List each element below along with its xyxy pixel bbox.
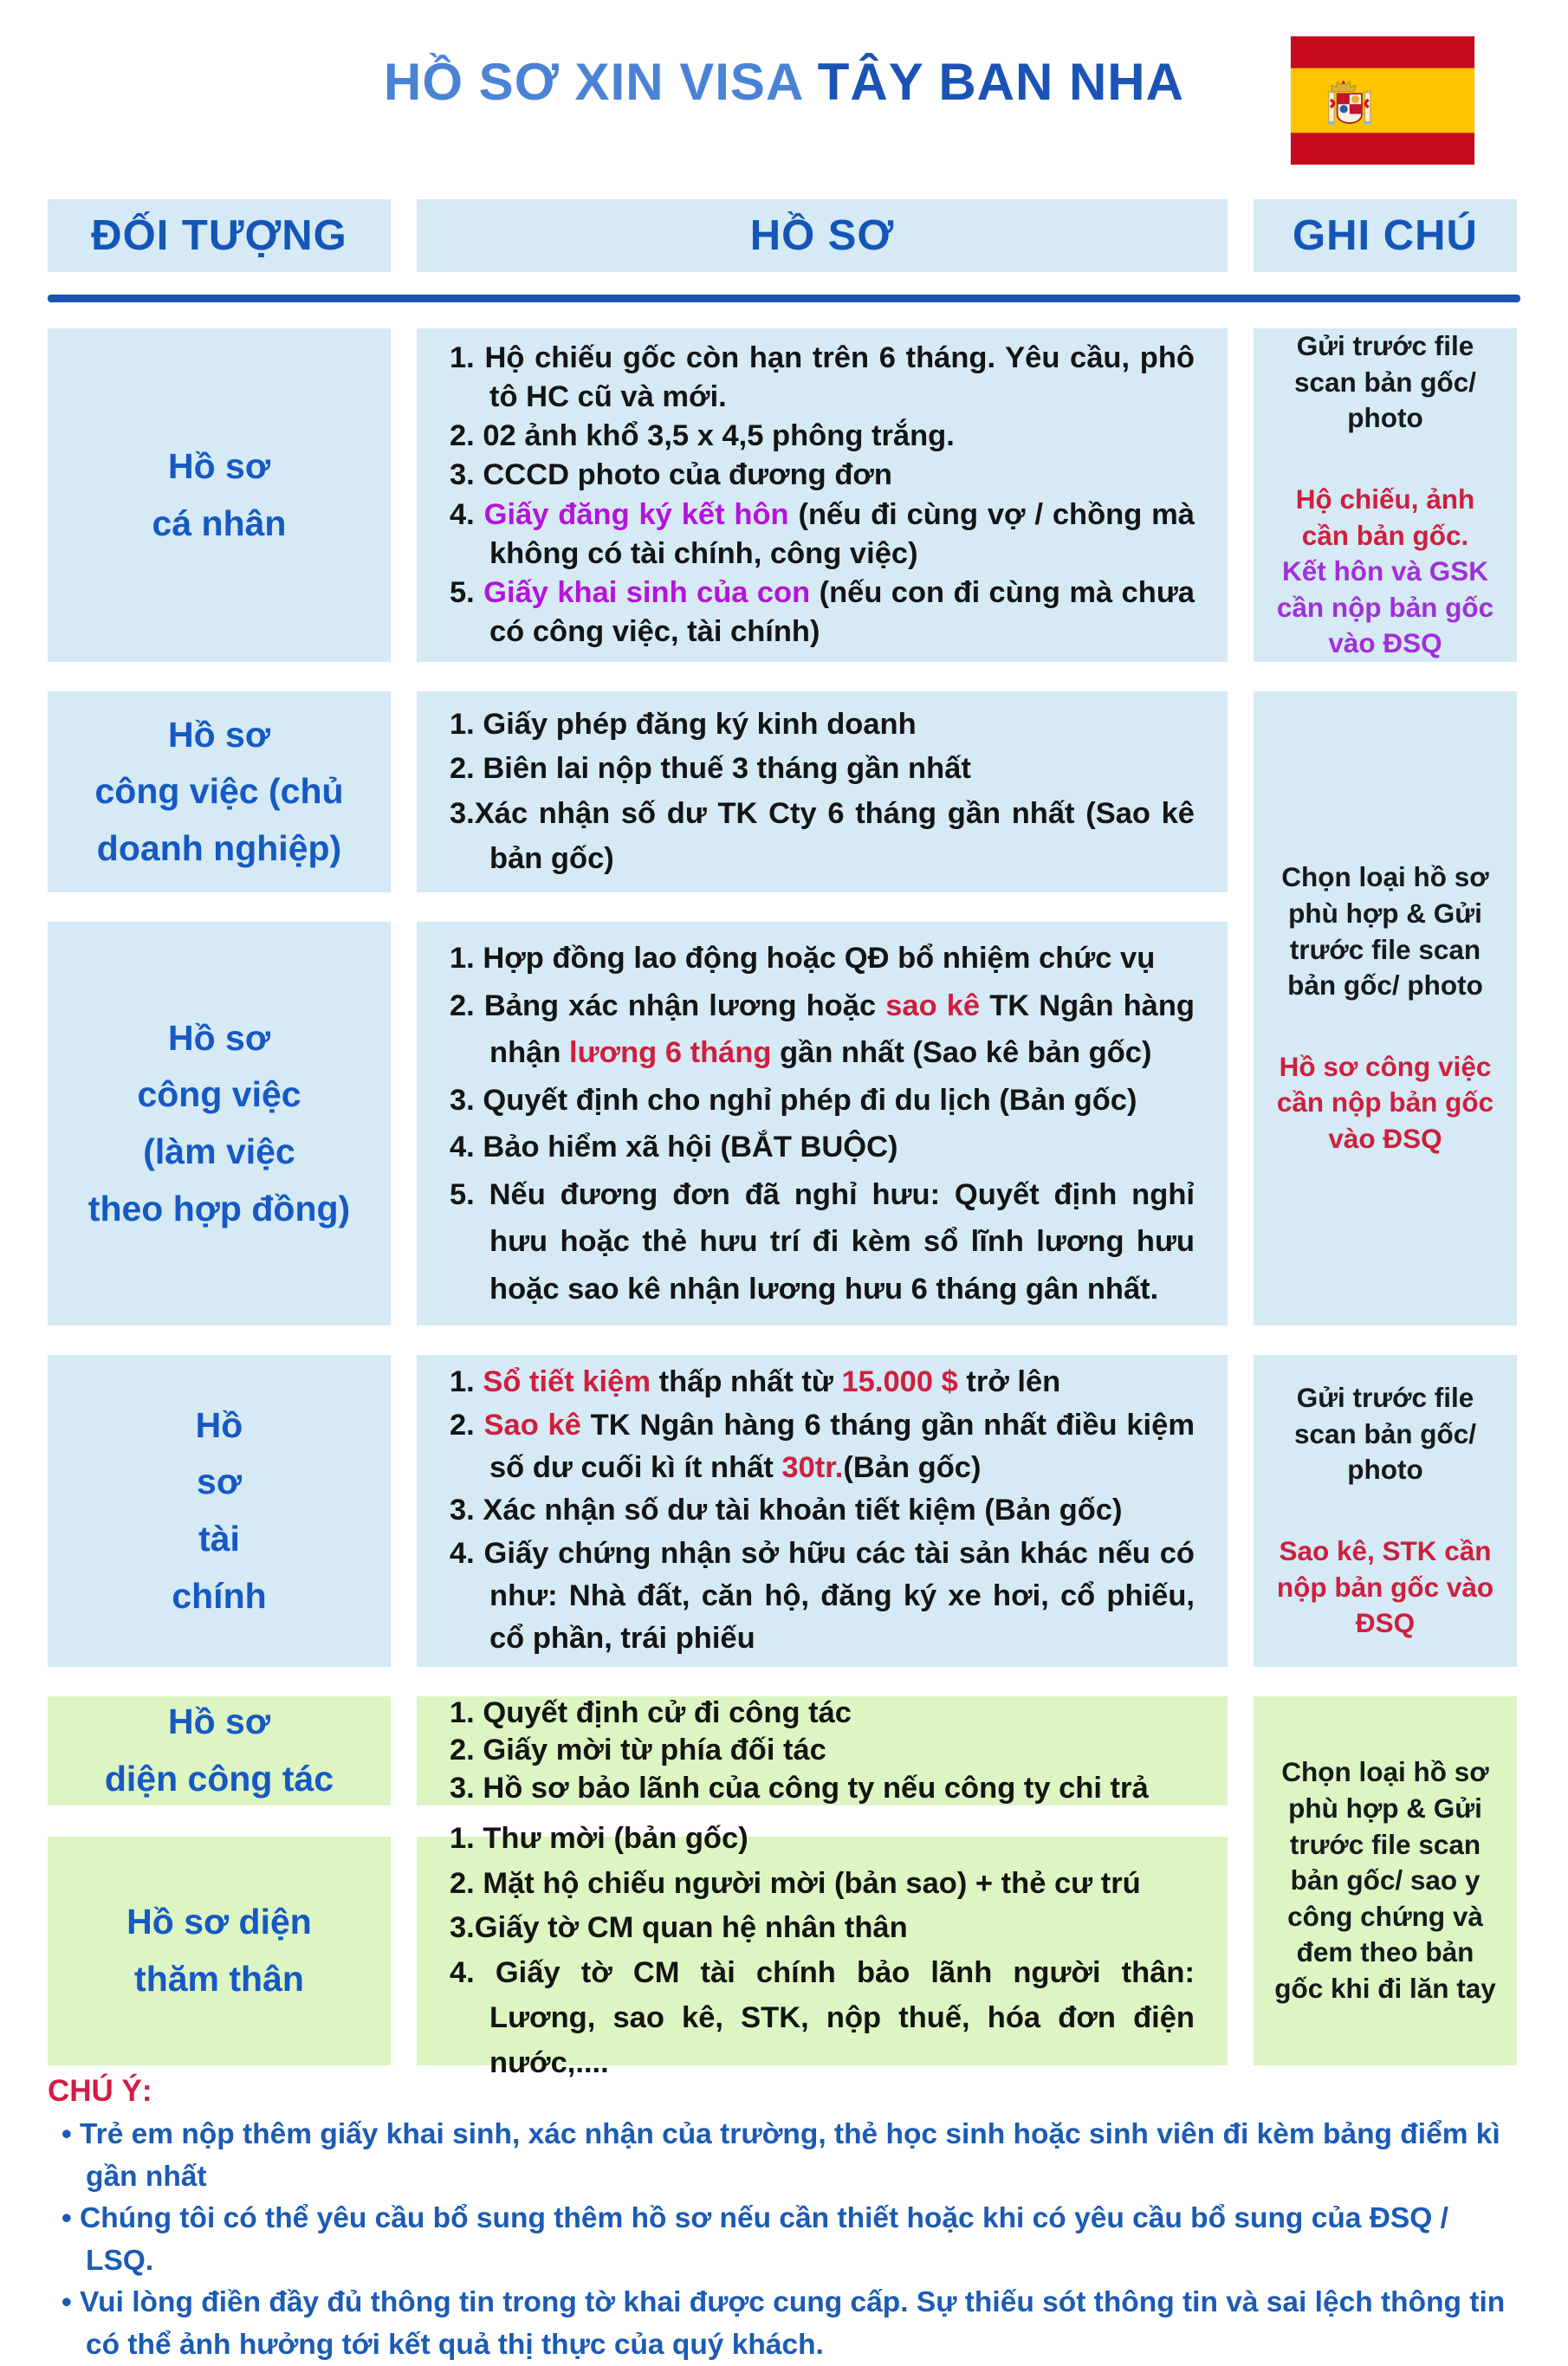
item-text-segment: lương 6 tháng	[569, 1036, 772, 1069]
item-text-segment: TK Ngân hàng nhận	[489, 989, 1195, 1069]
item-text-segment: 1. Hộ chiếu gốc còn hạn trên 6 tháng. Yêu cầu, phô tô HC cũ và mới.	[450, 340, 1195, 413]
row-label-line: cá nhân	[152, 502, 287, 543]
item-text-segment: 3. Hồ sơ bảo lãnh của công ty nếu công ty chi trả	[450, 1771, 1149, 1805]
footer-notes	[0, 2065, 1568, 2366]
item-text-segment: Giấy khai sinh của con	[483, 575, 820, 609]
footer-bullet: • Vui lòng điền đầy đủ thông tin trong tờ khai được cung cấp. Sự thiếu sót thông tin và sai lệch thông tin có thể ảnh hưởng tới kết quả thị thực của quý khách.	[48, 2282, 1520, 2366]
item-text-segment: thấp nhất từ	[651, 1365, 842, 1399]
item-text-segment: 1.	[450, 1365, 483, 1399]
document-item	[450, 496, 1195, 574]
item-text-segment: (Bản gốc)	[843, 1451, 982, 1485]
row-label-line: Hồ sơ	[168, 445, 270, 486]
document-item	[450, 1817, 1195, 1862]
note-paragraph: Chọn loại hồ sơ phù hợp & Gửi trước file scan bản gốc/ sao y công chứng và đem theo bản gốc khi đi lăn tay	[1274, 1756, 1496, 2004]
document-item	[450, 1361, 1195, 1403]
document-item	[450, 1770, 1195, 1807]
row-label-cong-tac	[48, 1696, 391, 1805]
note-paragraph: Hộ chiếu, ảnh cần bản gốc.	[1295, 483, 1475, 551]
row-label-ca-nhan	[48, 328, 391, 662]
header-doi-tuong: ĐỐI TƯỢNG	[48, 199, 391, 272]
item-text-segment: 3. Quyết định cho nghỉ phép đi du lịch (Bản gốc)	[450, 1083, 1137, 1117]
page-title-light-part: HỒ SƠ XIN VISA	[384, 53, 803, 111]
item-text-segment: 2. Mặt hộ chiếu người mời (bản sao) + thẻ cư trú	[450, 1866, 1141, 1900]
note-dien	[1254, 1696, 1517, 2065]
row-label-tai-chinh	[48, 1355, 391, 1667]
row-label-line: công việc	[137, 1074, 301, 1115]
row-label-line: theo hợp đồng)	[87, 1188, 351, 1228]
row-label-line: thăm thân	[134, 1959, 304, 1999]
item-text-segment: 3. Xác nhận số dư tài khoản tiết kiệm (Bản gốc)	[450, 1494, 1123, 1527]
row-label-line: chính	[172, 1575, 267, 1616]
note-paragraph: Kết hôn và GSK cần nộp bản gốc vào ĐSQ	[1276, 555, 1494, 659]
item-text-segment: 2. Giấy mời từ phía đối tác	[450, 1734, 826, 1767]
document-item	[450, 935, 1195, 982]
spain-flag-image	[1291, 36, 1474, 165]
footer-bullet-list	[48, 2114, 1520, 2366]
note-ca-nhan	[1254, 328, 1517, 662]
item-text-segment: 4.	[450, 497, 484, 531]
note-paragraph: Gửi trước file scan bản gốc/ photo	[1293, 330, 1477, 434]
row-label-line: công việc (chủ	[94, 771, 344, 812]
item-text-segment: 4. Giấy tờ CM tài chính bảo lãnh người thân: Lương, sao kê, STK, nộp thuế, hóa đơn điện nước,....	[450, 1956, 1195, 2079]
item-text-segment: Sao kê	[483, 1408, 581, 1442]
item-text-segment: 4. Giấy chứng nhận sở hữu các tài sản khác nếu có như: Nhà đất, căn hộ, đăng ký xe hơi, cổ phiếu, cổ phần, trái phiếu	[450, 1536, 1195, 1656]
footer-bullet: • Trẻ em nộp thêm giấy khai sinh, xác nhận của trường, thẻ học sinh hoặc sinh viên đi kèm bảng điểm kì gần nhất	[48, 2114, 1520, 2198]
item-text-segment: 3.Giấy tờ CM quan hệ nhân thân	[450, 1911, 908, 1945]
row-label-line: Hồ sơ diện	[126, 1902, 312, 1942]
document-item	[450, 339, 1195, 417]
document-item	[450, 1862, 1195, 1907]
document-item	[450, 1489, 1195, 1532]
document-item	[450, 1077, 1195, 1125]
document-item	[450, 982, 1195, 1077]
item-text-segment: 4. Bảo hiểm xã hội (BẮT BUỘC)	[450, 1131, 898, 1164]
item-text-segment: 2.	[450, 1408, 484, 1442]
document-item	[450, 792, 1195, 882]
document-item	[450, 417, 1195, 456]
document-item	[450, 574, 1195, 651]
row-label-line: tài	[198, 1519, 240, 1559]
row-label-line: (làm việc	[143, 1131, 295, 1171]
document-item	[450, 1732, 1195, 1769]
row-items-tai-chinh	[417, 1355, 1228, 1667]
item-text-segment: TK Ngân hàng 6 tháng gần nhất điều kiệm số dư cuối kì ít nhất	[489, 1408, 1195, 1485]
row-items-tham-than	[417, 1821, 1228, 2079]
table-body	[0, 328, 1568, 2079]
footer-bullet: • Chúng tôi có thể yêu cầu bổ sung thêm hồ sơ nếu cần thiết hoặc khi có yêu cầu bổ sung của ĐSQ / LSQ.	[48, 2198, 1520, 2282]
row-items-cv-chu	[417, 691, 1228, 892]
note-paragraph: Gửi trước file scan bản gốc/ photo	[1293, 1382, 1477, 1486]
row-items-cv-hop-dong	[417, 922, 1228, 1326]
document-item	[450, 1951, 1195, 2085]
item-text-segment: 30tr.	[781, 1451, 844, 1485]
row-label-line: Hồ sơ	[168, 1702, 270, 1742]
note-tai-chinh	[1254, 1355, 1517, 1667]
header-divider-line	[48, 295, 1520, 302]
table-header-row	[0, 199, 1568, 272]
item-text-segment: sao kê	[885, 989, 981, 1022]
row-label-line: doanh nghiệp)	[96, 827, 342, 868]
row-label-tham-than	[48, 1837, 391, 2065]
note-paragraph: Hồ sơ công việc cần nộp bản gốc vào ĐSQ	[1276, 1050, 1494, 1154]
document-item	[450, 1533, 1195, 1661]
item-text-segment: trở lên	[957, 1365, 1061, 1399]
item-text-segment: Sổ tiết kiệm	[483, 1365, 651, 1399]
item-text-segment: 1. Thư mời (bản gốc)	[450, 1821, 748, 1855]
document-item	[450, 1404, 1195, 1490]
item-text-segment: 3. CCCD photo của đương đơn	[450, 458, 892, 492]
document-item	[450, 1695, 1195, 1732]
item-text-segment: 15.000 $	[841, 1365, 958, 1399]
row-label-cv-hop-dong	[48, 922, 391, 1326]
document-item	[450, 747, 1195, 792]
document-item	[450, 1124, 1195, 1171]
item-text-segment: gần nhất (Sao kê bản gốc)	[771, 1036, 1152, 1069]
footer-heading: CHÚ Ý:	[48, 2074, 152, 2108]
item-text-segment: 2. Bảng xác nhận lương hoặc	[450, 989, 886, 1022]
item-text-segment: Giấy đăng ký kết hôn	[483, 497, 799, 531]
row-items-cong-tac	[417, 1696, 1228, 1805]
title-area	[0, 0, 1568, 199]
row-label-cv-chu	[48, 691, 391, 892]
note-cong-viec	[1254, 691, 1517, 1326]
item-text-segment: 3.Xác nhận số dư TK Cty 6 tháng gần nhất (Sao kê bản gốc)	[450, 797, 1195, 875]
document-item	[450, 703, 1195, 748]
item-text-segment: 1. Giấy phép đăng ký kinh doanh	[450, 707, 917, 741]
note-paragraph: Sao kê, STK cần nộp bản gốc vào ĐSQ	[1276, 1535, 1494, 1639]
item-text-segment: 1. Quyết định cử đi công tác	[450, 1696, 852, 1730]
header-ho-so: HỒ SƠ	[417, 199, 1228, 272]
row-label-line: Hồ	[195, 1404, 243, 1445]
document-item	[450, 456, 1195, 495]
row-items-ca-nhan	[417, 328, 1228, 662]
item-text-segment: 5. Nếu đương đơn đã nghỉ hưu: Quyết định nghỉ hưu hoặc thẻ hưu trí đi kèm sổ lĩnh lương hưu hoặc sao kê nhận lương hưu 6 tháng gân nhất.	[450, 1177, 1195, 1306]
row-label-line: sơ	[197, 1462, 242, 1502]
header-ghi-chu: GHI CHÚ	[1254, 199, 1517, 272]
row-label-line: Hồ sơ	[168, 1017, 270, 1058]
document-item	[450, 1171, 1195, 1313]
item-text-segment: (nếu con đi cùng mà chưa có công việc, tài chính)	[489, 575, 1195, 649]
document-item	[450, 1906, 1195, 1951]
item-text-segment: 2. 02 ảnh khổ 3,5 x 4,5 phông trắng.	[450, 419, 955, 453]
page-title-dark-part: TÂY BAN NHA	[802, 53, 1184, 111]
item-text-segment: (nếu đi cùng vợ / chồng mà không có tài chính, công việc)	[489, 497, 1195, 570]
item-text-segment: 5.	[450, 575, 484, 609]
row-label-line: diện công tác	[104, 1759, 334, 1799]
note-paragraph: Chọn loại hồ sơ phù hợp & Gửi trước file scan bản gốc/ photo	[1281, 861, 1489, 1001]
item-text-segment: 2. Biên lai nộp thuế 3 tháng gần nhất	[450, 752, 971, 786]
item-text-segment: 1. Hợp đồng lao động hoặc QĐ bổ nhiệm chức vụ	[450, 942, 1156, 975]
row-label-line: Hồ sơ	[168, 714, 270, 755]
